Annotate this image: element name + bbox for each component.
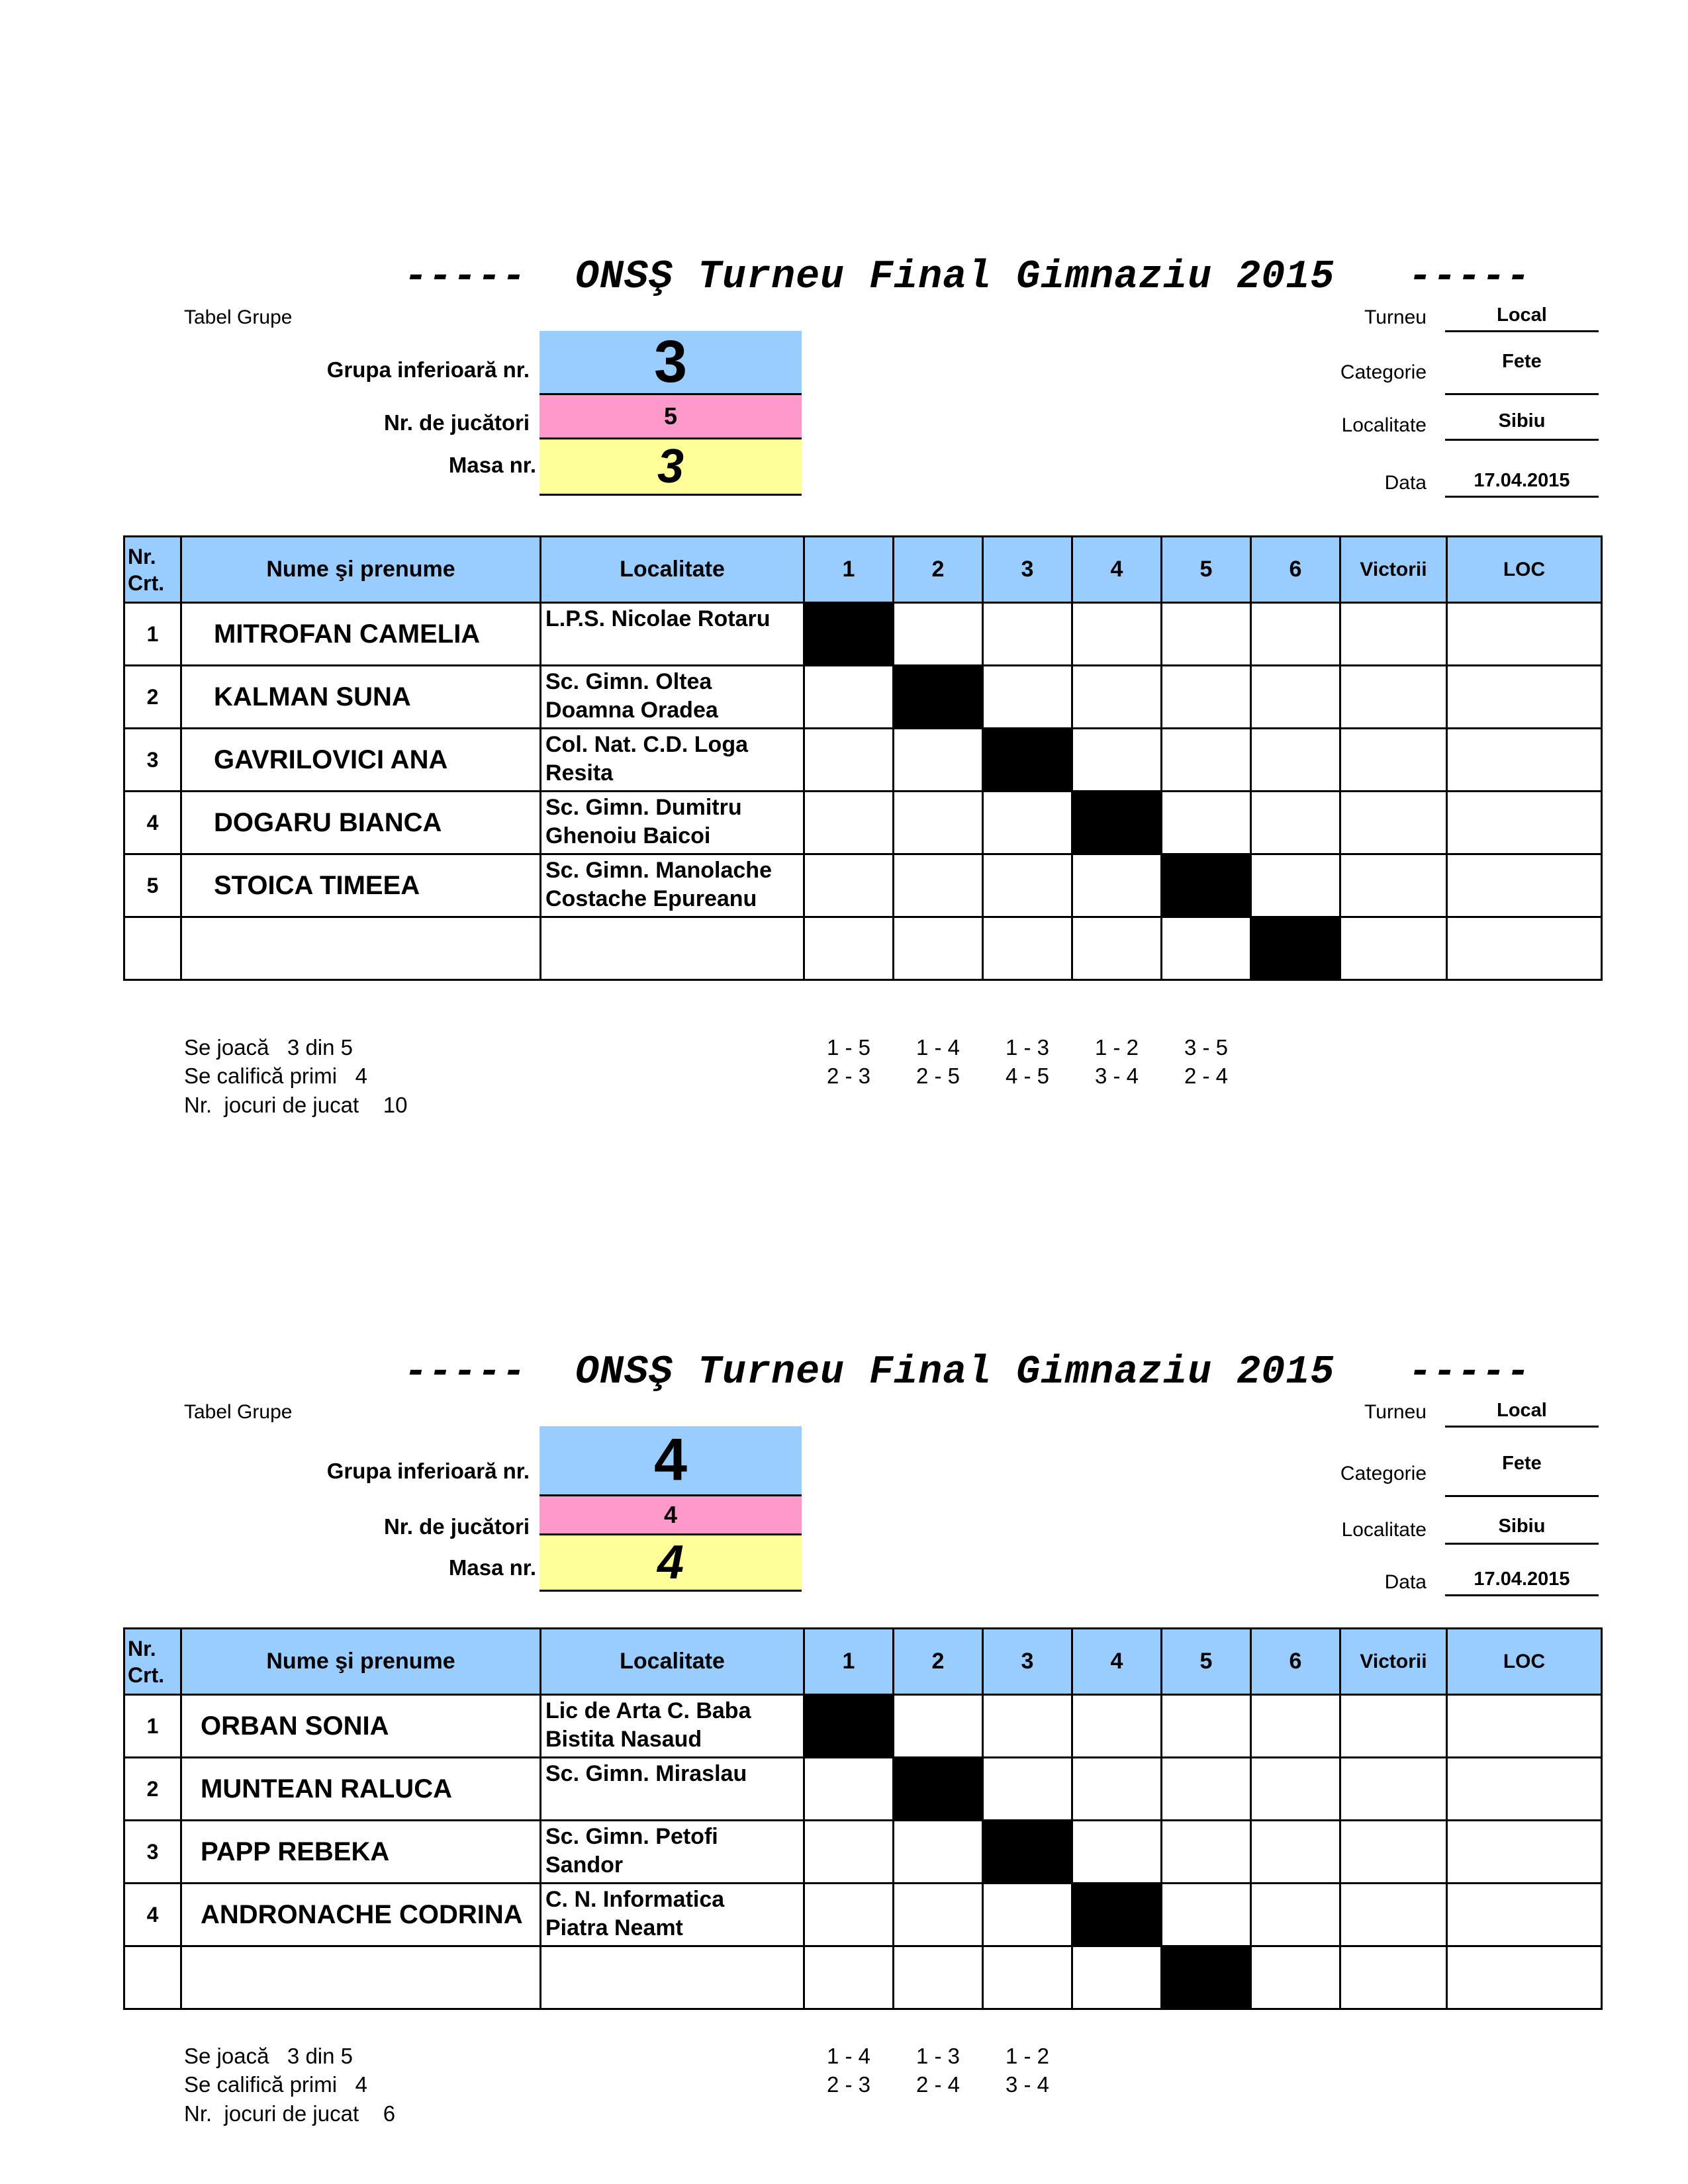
localitate-header: Localitate	[541, 1629, 804, 1695]
masa-label: Masa nr.	[448, 453, 536, 477]
col-6-header: 6	[1251, 1629, 1340, 1695]
loc-cell[interactable]	[1447, 1946, 1602, 2009]
table-row	[124, 1946, 1602, 2009]
player-name: PAPP REBEKA	[181, 1821, 541, 1884]
categorie-label: Categorie	[1340, 1463, 1427, 1484]
score-cell[interactable]	[804, 1758, 894, 1821]
grupa-number: 4	[539, 1426, 802, 1496]
victorii-cell[interactable]	[1340, 1695, 1447, 1758]
player-localitate: C. N. Informatica Piatra Neamt	[541, 1884, 804, 1946]
loc-cell[interactable]	[1447, 1695, 1602, 1758]
score-cell[interactable]	[1072, 1821, 1162, 1884]
score-cell[interactable]	[804, 1884, 894, 1946]
table-row	[124, 603, 1602, 666]
data-value: 17.04.2015	[1445, 470, 1599, 498]
score-cell[interactable]	[1072, 603, 1162, 666]
player-name: STOICA TIMEEA	[181, 854, 541, 917]
score-cell[interactable]	[1251, 603, 1340, 666]
group-table	[123, 535, 1603, 981]
loc-cell[interactable]	[1447, 1821, 1602, 1884]
score-cell[interactable]	[894, 1884, 983, 1946]
col-2-header: 2	[894, 537, 983, 603]
group-table	[123, 1627, 1603, 2010]
match-pair: 1 - 4	[826, 2044, 871, 2068]
match-pair: 1 - 3	[1005, 1035, 1050, 1060]
player-localitate: L.P.S. Nicolae Rotaru	[541, 603, 804, 666]
score-cell[interactable]	[1251, 1946, 1340, 2009]
victorii-cell[interactable]	[1340, 854, 1447, 917]
sheet-title: ----- ONSŞ Turneu Final Gimnaziu 2015 -----	[404, 1350, 1531, 1395]
diagonal-cell	[1162, 1946, 1251, 2009]
table-row	[124, 666, 1602, 729]
score-cell[interactable]	[1072, 729, 1162, 792]
localitate-label: Localitate	[1341, 414, 1427, 436]
footer-se-joaca: Se joacă 3 din 5	[184, 1035, 353, 1060]
footer-nr-jocuri: Nr. jocuri de jucat 10	[184, 1093, 408, 1117]
score-cell[interactable]	[983, 1884, 1072, 1946]
score-cell[interactable]	[894, 854, 983, 917]
loc-cell[interactable]	[1447, 792, 1602, 854]
player-localitate: Sc. Gimn. Oltea Doamna Oradea	[541, 666, 804, 729]
loc-cell[interactable]	[1447, 1884, 1602, 1946]
score-cell[interactable]	[804, 729, 894, 792]
score-cell[interactable]	[894, 1695, 983, 1758]
victorii-cell[interactable]	[1340, 792, 1447, 854]
match-pair: 1 - 4	[915, 1035, 961, 1060]
match-pair: 3 - 4	[1005, 2072, 1050, 2097]
table-row	[124, 792, 1602, 854]
score-cell[interactable]	[894, 1946, 983, 2009]
diagonal-cell	[1162, 854, 1251, 917]
loc-header: LOC	[1447, 1629, 1602, 1695]
diagonal-cell	[804, 1695, 894, 1758]
score-cell[interactable]	[983, 1695, 1072, 1758]
score-cell[interactable]	[1162, 1821, 1251, 1884]
match-pair: 3 - 4	[1094, 1064, 1139, 1088]
jucatori-label: Nr. de jucători	[383, 1514, 530, 1539]
localitate-value: Sibiu	[1445, 410, 1599, 441]
score-cell[interactable]	[804, 792, 894, 854]
loc-cell[interactable]	[1447, 854, 1602, 917]
grupa-label: Grupa inferioară nr.	[326, 1459, 530, 1483]
row-number: 3	[124, 729, 181, 792]
diagonal-cell	[804, 603, 894, 666]
score-cell[interactable]	[983, 854, 1072, 917]
col-5-header: 5	[1162, 537, 1251, 603]
score-cell[interactable]	[1251, 1695, 1340, 1758]
tabel-grupe-label: Tabel Grupe	[184, 1401, 293, 1423]
player-name: DOGARU BIANCA	[181, 792, 541, 854]
score-cell[interactable]	[1162, 1695, 1251, 1758]
row-number: 2	[124, 666, 181, 729]
col-2-header: 2	[894, 1629, 983, 1695]
data-value: 17.04.2015	[1445, 1569, 1599, 1596]
score-cell[interactable]	[894, 1821, 983, 1884]
footer-se-califica: Se califică primi 4	[184, 1064, 367, 1088]
score-cell[interactable]	[1251, 1821, 1340, 1884]
diagonal-cell	[1251, 917, 1340, 980]
match-pair: 1 - 5	[826, 1035, 871, 1060]
match-pair: 2 - 4	[915, 2072, 961, 2097]
player-name	[181, 917, 541, 980]
score-cell[interactable]	[1251, 666, 1340, 729]
col-3-header: 3	[983, 1629, 1072, 1695]
score-cell[interactable]	[1162, 917, 1251, 980]
col-4-header: 4	[1072, 537, 1162, 603]
player-name: GAVRILOVICI ANA	[181, 729, 541, 792]
categorie-value: Fete	[1445, 351, 1599, 395]
victorii-cell[interactable]	[1340, 666, 1447, 729]
jucatori-count: 4	[539, 1496, 802, 1535]
col-4-header: 4	[1072, 1629, 1162, 1695]
score-cell[interactable]	[804, 666, 894, 729]
grupa-label: Grupa inferioară nr.	[326, 357, 530, 382]
score-cell[interactable]	[1162, 729, 1251, 792]
score-cell[interactable]	[894, 603, 983, 666]
data-label: Data	[1384, 472, 1427, 494]
score-cell[interactable]	[1162, 603, 1251, 666]
row-number: 1	[124, 1695, 181, 1758]
row-number: 1	[124, 603, 181, 666]
score-cell[interactable]	[1072, 854, 1162, 917]
player-localitate: Sc. Gimn. Miraslau	[541, 1758, 804, 1821]
name-header: Nume şi prenume	[181, 537, 541, 603]
localitate-value: Sibiu	[1445, 1516, 1599, 1545]
score-cell[interactable]	[983, 603, 1072, 666]
score-cell[interactable]	[1251, 729, 1340, 792]
table-row	[124, 1884, 1602, 1946]
player-name: ANDRONACHE CODRINA	[181, 1884, 541, 1946]
match-pair: 4 - 5	[1005, 1064, 1050, 1088]
row-number: 5	[124, 854, 181, 917]
diagonal-cell	[1072, 1884, 1162, 1946]
victorii-cell[interactable]	[1340, 917, 1447, 980]
localitate-label: Localitate	[1341, 1519, 1427, 1541]
score-cell[interactable]	[983, 1758, 1072, 1821]
victorii-cell[interactable]	[1340, 1758, 1447, 1821]
col-3-header: 3	[983, 537, 1072, 603]
player-localitate	[541, 917, 804, 980]
player-localitate: Col. Nat. C.D. Loga Resita	[541, 729, 804, 792]
victorii-cell[interactable]	[1340, 729, 1447, 792]
col-5-header: 5	[1162, 1629, 1251, 1695]
match-pair: 1 - 3	[915, 2044, 961, 2068]
victorii-cell[interactable]	[1340, 603, 1447, 666]
player-localitate: Sc. Gimn. Dumitru Ghenoiu Baicoi	[541, 792, 804, 854]
table-row	[124, 729, 1602, 792]
masa-number: 4	[539, 1535, 802, 1592]
table-row	[124, 1758, 1602, 1821]
score-cell[interactable]	[804, 1821, 894, 1884]
table-row	[124, 854, 1602, 917]
col-6-header: 6	[1251, 537, 1340, 603]
table-row	[124, 1695, 1602, 1758]
loc-cell[interactable]	[1447, 603, 1602, 666]
turneu-label: Turneu	[1364, 306, 1427, 328]
jucatori-count: 5	[539, 395, 802, 439]
player-localitate: Sc. Gimn. Petofi Sandor	[541, 1821, 804, 1884]
player-localitate: Sc. Gimn. Manolache Costache Epureanu	[541, 854, 804, 917]
row-number	[124, 1946, 181, 2009]
player-name: MUNTEAN RALUCA	[181, 1758, 541, 1821]
match-pair: 2 - 3	[826, 1064, 871, 1088]
victorii-cell[interactable]	[1340, 1821, 1447, 1884]
name-header: Nume şi prenume	[181, 1629, 541, 1695]
col-1-header: 1	[804, 537, 894, 603]
score-cell[interactable]	[894, 729, 983, 792]
player-name	[181, 1946, 541, 2009]
categorie-label: Categorie	[1340, 361, 1427, 383]
footer-nr-jocuri: Nr. jocuri de jucat 6	[184, 2101, 396, 2126]
row-number: 4	[124, 792, 181, 854]
loc-cell[interactable]	[1447, 1758, 1602, 1821]
footer-se-califica: Se califică primi 4	[184, 2072, 367, 2097]
categorie-value: Fete	[1445, 1453, 1599, 1497]
victorii-header: Victorii	[1340, 537, 1447, 603]
loc-cell[interactable]	[1447, 666, 1602, 729]
score-cell[interactable]	[1072, 1695, 1162, 1758]
player-localitate	[541, 1946, 804, 2009]
victorii-cell[interactable]	[1340, 1884, 1447, 1946]
masa-number: 3	[539, 439, 802, 496]
score-cell[interactable]	[1072, 917, 1162, 980]
score-cell[interactable]	[1072, 1946, 1162, 2009]
loc-cell[interactable]	[1447, 917, 1602, 980]
table-row	[124, 1821, 1602, 1884]
diagonal-cell	[983, 729, 1072, 792]
header-row	[124, 1629, 1602, 1695]
score-cell[interactable]	[1251, 1884, 1340, 1946]
localitate-header: Localitate	[541, 537, 804, 603]
sheet-title: ----- ONSŞ Turneu Final Gimnaziu 2015 -----	[404, 255, 1531, 300]
score-cell[interactable]	[1251, 792, 1340, 854]
score-cell[interactable]	[804, 854, 894, 917]
player-name: ORBAN SONIA	[181, 1695, 541, 1758]
score-cell[interactable]	[894, 792, 983, 854]
masa-label: Masa nr.	[448, 1555, 536, 1580]
col-1-header: 1	[804, 1629, 894, 1695]
match-pair: 1 - 2	[1005, 2044, 1050, 2068]
score-cell[interactable]	[1162, 1884, 1251, 1946]
grupa-number: 3	[539, 331, 802, 395]
row-number: 2	[124, 1758, 181, 1821]
score-cell[interactable]	[804, 917, 894, 980]
diagonal-cell	[894, 666, 983, 729]
nr-crt-header: Nr. Crt.	[124, 537, 181, 603]
diagonal-cell	[1072, 792, 1162, 854]
match-pair: 3 - 5	[1184, 1035, 1229, 1060]
victorii-cell[interactable]	[1340, 1946, 1447, 2009]
match-pair: 1 - 2	[1094, 1035, 1139, 1060]
row-number	[124, 917, 181, 980]
match-pair: 2 - 4	[1184, 1064, 1229, 1088]
row-number: 4	[124, 1884, 181, 1946]
score-cell[interactable]	[1162, 666, 1251, 729]
score-cell[interactable]	[1072, 1758, 1162, 1821]
score-cell[interactable]	[983, 1946, 1072, 2009]
score-cell[interactable]	[983, 666, 1072, 729]
player-name: KALMAN SUNA	[181, 666, 541, 729]
tabel-grupe-label: Tabel Grupe	[184, 306, 293, 328]
player-name: MITROFAN CAMELIA	[181, 603, 541, 666]
turneu-label: Turneu	[1364, 1401, 1427, 1423]
row-number: 3	[124, 1821, 181, 1884]
jucatori-label: Nr. de jucători	[383, 410, 530, 435]
loc-cell[interactable]	[1447, 729, 1602, 792]
turneu-value: Local	[1445, 304, 1599, 332]
score-cell[interactable]	[983, 792, 1072, 854]
nr-crt-header: Nr. Crt.	[124, 1629, 181, 1695]
victorii-header: Victorii	[1340, 1629, 1447, 1695]
turneu-value: Local	[1445, 1400, 1599, 1428]
match-pair: 2 - 3	[826, 2072, 871, 2097]
footer-se-joaca: Se joacă 3 din 5	[184, 2044, 353, 2068]
score-cell[interactable]	[983, 917, 1072, 980]
header-row	[124, 537, 1602, 603]
score-cell[interactable]	[894, 917, 983, 980]
score-cell[interactable]	[1251, 854, 1340, 917]
diagonal-cell	[983, 1821, 1072, 1884]
score-cell[interactable]	[1162, 1758, 1251, 1821]
table-row	[124, 917, 1602, 980]
score-cell[interactable]	[1162, 792, 1251, 854]
score-cell[interactable]	[1072, 666, 1162, 729]
player-localitate: Lic de Arta C. Baba Bistita Nasaud	[541, 1695, 804, 1758]
match-pair: 2 - 5	[915, 1064, 961, 1088]
loc-header: LOC	[1447, 537, 1602, 603]
score-cell[interactable]	[804, 1946, 894, 2009]
score-cell[interactable]	[1251, 1758, 1340, 1821]
diagonal-cell	[894, 1758, 983, 1821]
data-label: Data	[1384, 1571, 1427, 1593]
